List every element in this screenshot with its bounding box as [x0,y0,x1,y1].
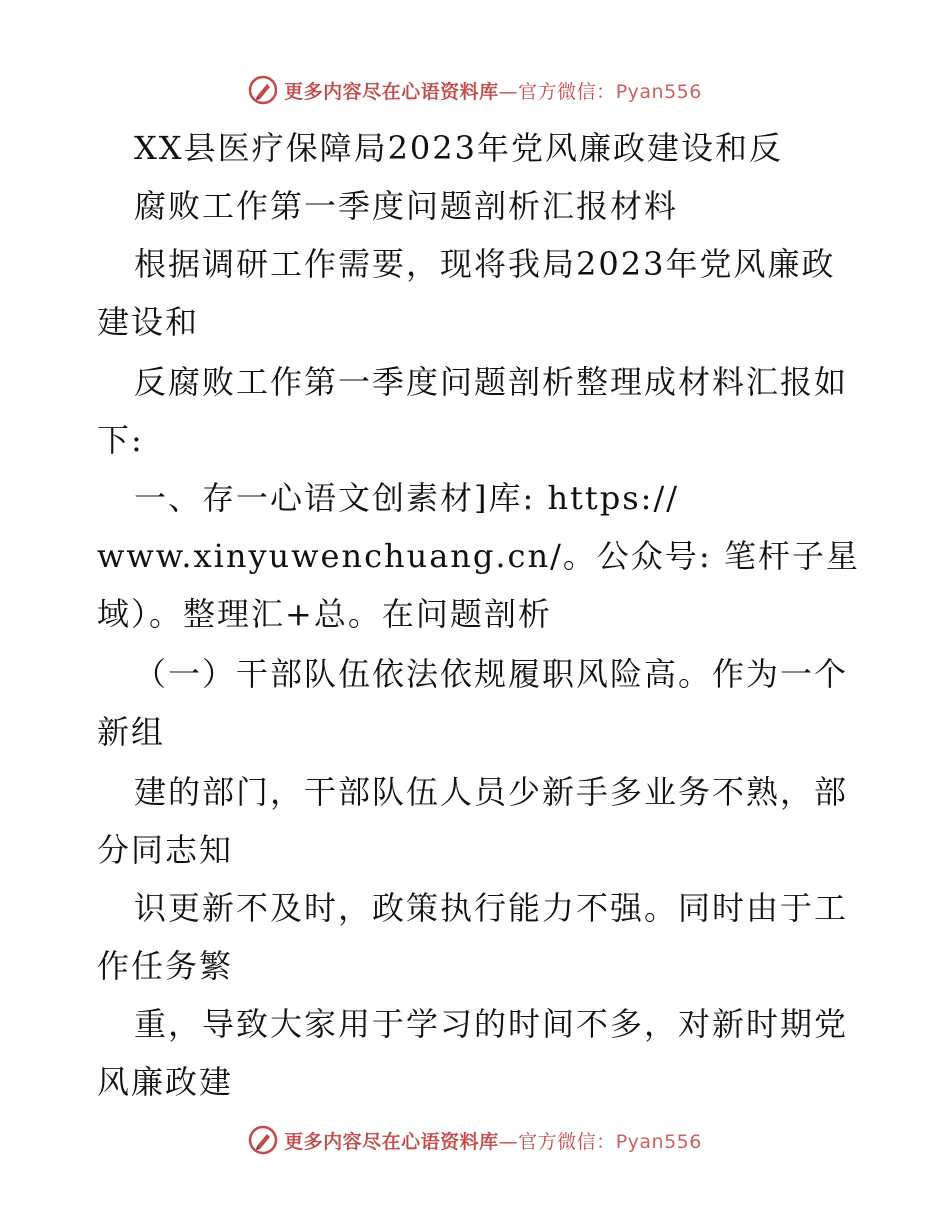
doc-paragraph-line: 作任务繁 [97,947,234,985]
banner-separator: — [498,1130,519,1153]
banner-text [284,1127,702,1154]
banner-main-text: 更多内容尽在心语资料库 [284,80,499,103]
doc-paragraph-line: 重，导致大家用于学习的时间不多，对新时期党 [134,1005,849,1043]
doc-paragraph-line: www.xinyuwenchuang.cn/。公众号: 笔杆子星 [97,537,860,575]
doc-paragraph-line: （一）干部队伍依法依规履职风险高。作为一个 [134,655,849,693]
doc-title-line-1: XX县医疗保障局2023年党风廉政建设和反 [134,129,784,167]
doc-paragraph-line: 分同志知 [97,831,234,869]
banner-wechat-id: Pyan556 [615,1130,702,1153]
doc-paragraph-line: 反腐败工作第一季度问题剖析整理成材料汇报如 [134,363,849,401]
doc-paragraph-line: 域）。整理汇+总。在问题剖析 [97,595,552,633]
pen-logo-icon [248,1125,278,1155]
doc-paragraph-line: 建的部门，干部队伍人员少新手多业务不熟，部 [134,773,849,811]
banner-wechat-id: Pyan556 [615,80,702,103]
banner-separator: — [498,80,519,103]
doc-paragraph-line: 一、存一心语文创素材]库: https:// [134,479,680,517]
doc-paragraph-line: 下: [97,421,144,459]
banner-text [284,77,702,104]
doc-title-line-2: 腐败工作第一季度问题剖析汇报材料 [134,187,679,225]
doc-paragraph-line: 根据调研工作需要，现将我局2023年党风廉政 [134,245,836,283]
banner-wechat-label: 官方微信： [518,80,616,103]
doc-paragraph-line: 识更新不及时，政策执行能力不强。同时由于工 [134,889,849,927]
banner-main-text: 更多内容尽在心语资料库 [284,1130,499,1153]
header-watermark-banner [0,70,950,110]
footer-watermark-banner [0,1120,950,1160]
pen-logo-icon [248,75,278,105]
doc-paragraph-line: 建设和 [97,303,200,341]
banner-wechat-label: 官方微信： [518,1130,616,1153]
doc-paragraph-line: 风廉政建 [97,1063,234,1101]
doc-paragraph-line: 新组 [97,713,166,751]
